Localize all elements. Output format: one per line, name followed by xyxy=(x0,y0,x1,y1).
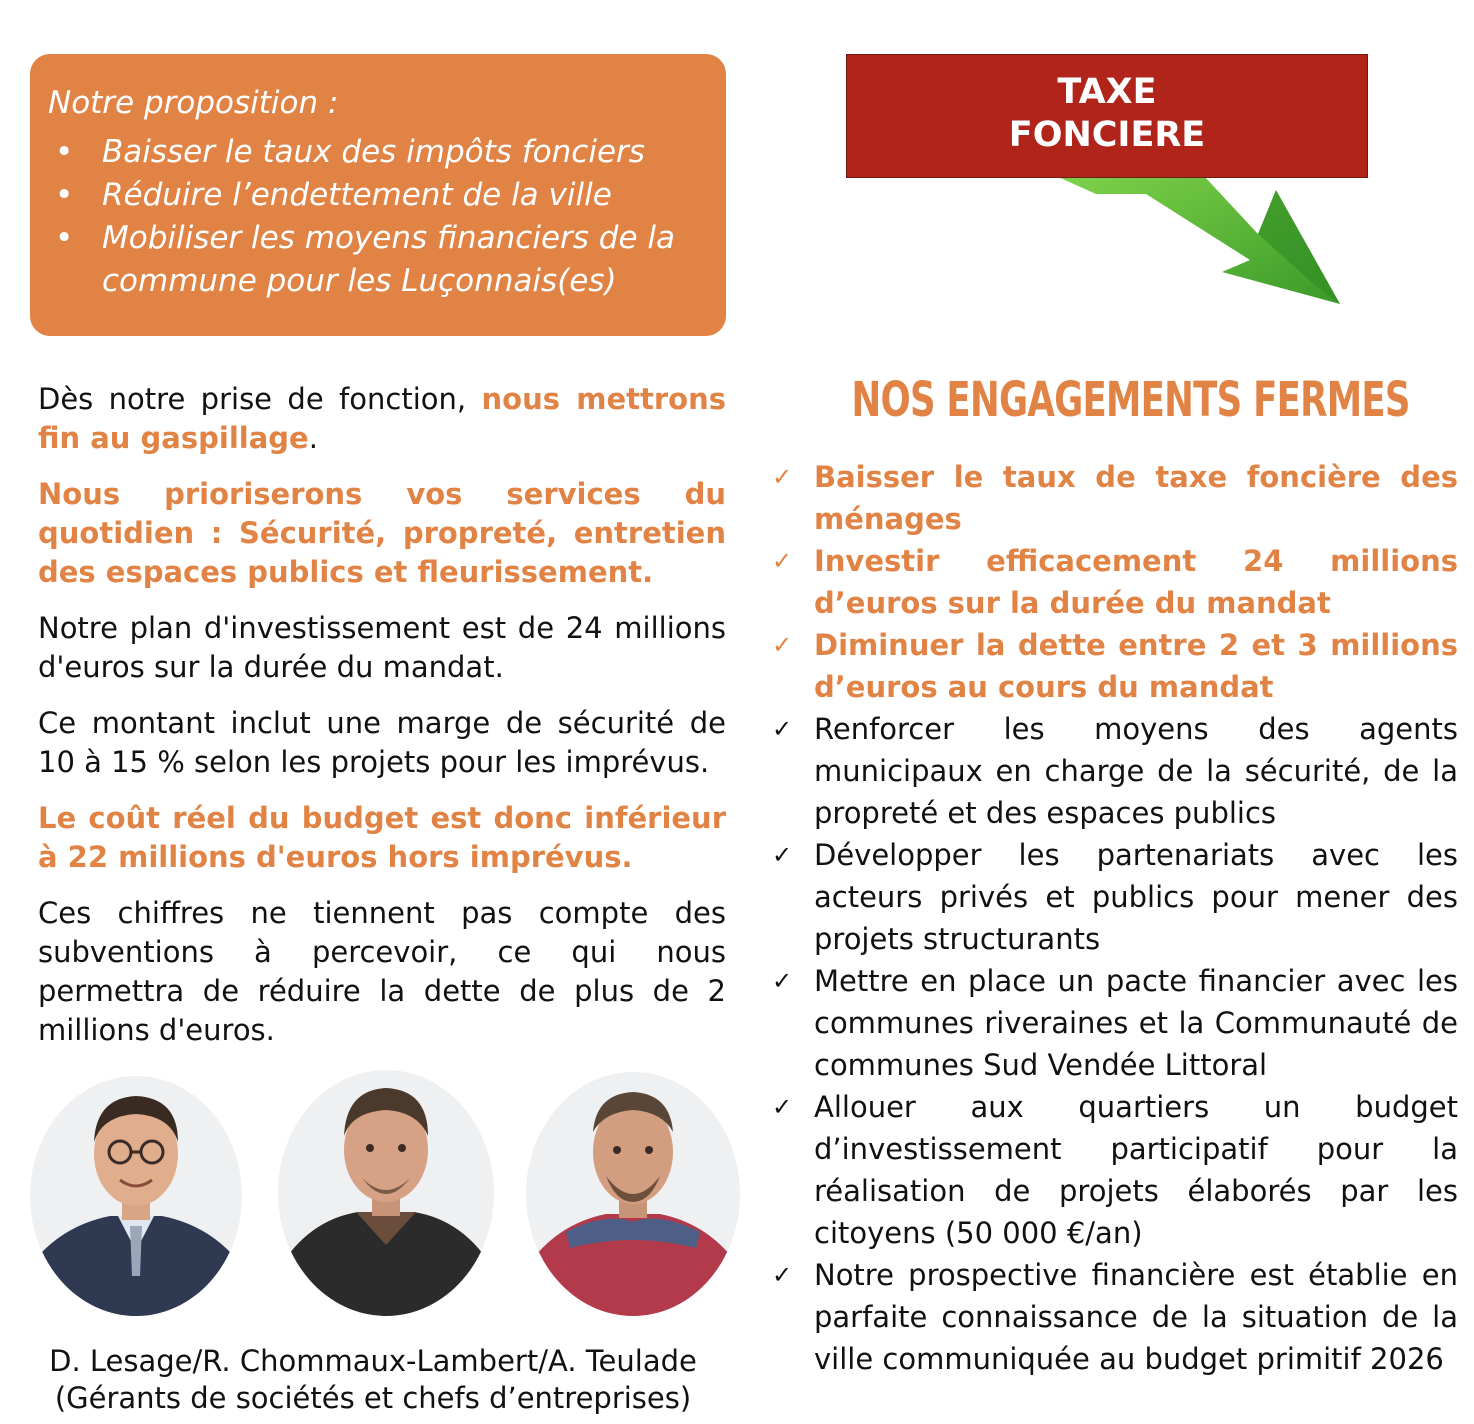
checkmark-icon: ✓ xyxy=(772,1093,793,1121)
portrait-chommaux-lambert xyxy=(278,1070,494,1316)
engagement-item xyxy=(772,708,1458,834)
engagement-item xyxy=(772,1254,1458,1380)
portrait-lesage xyxy=(30,1076,242,1316)
engagement-item xyxy=(772,624,1458,708)
checkmark-icon: ✓ xyxy=(772,715,793,743)
engagement-text: Investir efficacement 24 millions d’euros sur la durée du mandat xyxy=(814,544,1458,620)
engagement-text: Baisser le taux de taxe foncière des ménages xyxy=(814,460,1458,536)
checkmark-icon: ✓ xyxy=(772,1261,793,1289)
subsidies-paragraph: Ces chiffres ne tiennent pas compte des subventions à percevoir, ce qui nous permettra de réduire la dette de plus de 2 millions d'euros. xyxy=(38,896,726,1047)
banner-line-1: TAXE xyxy=(1057,72,1157,112)
real-cost-paragraph: Le coût réel du budget est donc inférieur à 22 millions d'euros hors imprévus. xyxy=(38,801,726,874)
proposal-item xyxy=(48,131,726,174)
banner-line-2: FONCIERE xyxy=(1008,115,1206,155)
checkmark-icon: ✓ xyxy=(772,841,793,869)
engagement-item xyxy=(772,540,1458,624)
engagements-title: NOS ENGAGEMENTS FERMES xyxy=(851,372,1410,428)
proposal-item-label: Baisser le taux des impôts fonciers xyxy=(102,134,645,170)
engagement-item xyxy=(772,1086,1458,1254)
engagement-text: Allouer aux quartiers un budget d’investissement participatif pour la réalisation de projets élaborés par les citoyens (50 000 €/an) xyxy=(814,1090,1458,1250)
proposal-item xyxy=(48,217,726,303)
investment-plan-paragraph: Notre plan d'investissement est de 24 millions d'euros sur la durée du mandat. xyxy=(38,611,726,684)
checkmark-icon: ✓ xyxy=(772,547,793,575)
proposal-item-label: Réduire l’endettement de la ville xyxy=(102,177,612,213)
engagement-text: Renforcer les moyens des agents municipaux en charge de la sécurité, de la propreté et des espaces publics xyxy=(814,712,1458,830)
taxe-fonciere-banner xyxy=(846,54,1368,178)
bullet-icon: • xyxy=(55,177,74,213)
taxe-fonciere-graphic xyxy=(846,54,1370,314)
engagement-text: Diminuer la dette entre 2 et 3 millions d’euros au cours du mandat xyxy=(814,628,1458,704)
engagements-list xyxy=(772,456,1458,1380)
intro-paragraph xyxy=(38,380,726,458)
intro-text: Dès notre prise de fonction, xyxy=(38,382,482,416)
proposal-item-label: Mobiliser les moyens financiers de la commune pour les Luçonnais(es) xyxy=(102,220,675,299)
checkmark-icon: ✓ xyxy=(772,631,793,659)
caption-names: D. Lesage/R. Chommaux-Lambert/A. Teulade xyxy=(49,1344,697,1378)
caption-roles: (Gérants de sociétés et chefs d’entreprises) xyxy=(54,1381,692,1415)
safety-margin-paragraph: Ce montant inclut une marge de sécurité de 10 à 15 % selon les projets pour les imprévus. xyxy=(38,706,726,779)
intro-end: . xyxy=(308,421,318,455)
bullet-icon: • xyxy=(55,134,74,170)
checkmark-icon: ✓ xyxy=(772,463,793,491)
engagement-text: Notre prospective financière est établie en parfaite connaissance de la situation de la ville communiquée au budget primitif 2026 xyxy=(814,1258,1458,1376)
engagement-text: Mettre en place un pacte financier avec les communes riveraines et la Communauté de communes Sud Vendée Littoral xyxy=(814,964,1458,1082)
engagement-item xyxy=(772,960,1458,1086)
bullet-icon: • xyxy=(55,220,74,256)
proposal-item xyxy=(48,174,726,217)
engagement-item xyxy=(772,456,1458,540)
checkmark-icon: ✓ xyxy=(772,967,793,995)
engagement-text: Développer les partenariats avec les acteurs privés et publics pour mener des projets structurants xyxy=(814,838,1458,956)
portrait-caption xyxy=(0,1343,746,1417)
proposal-list xyxy=(48,131,726,303)
priorities-paragraph: Nous prioriserons vos services du quotidien : Sécurité, propreté, entretien des espaces publics et fleurissement. xyxy=(38,477,726,589)
proposal-box xyxy=(30,54,726,336)
intro-highlight: nous mettrons fin au gaspillage xyxy=(38,382,726,455)
proposal-title: Notre proposition : xyxy=(48,85,339,121)
engagement-item xyxy=(772,834,1458,960)
left-column-text xyxy=(38,380,726,1067)
portrait-teulade xyxy=(526,1072,740,1316)
